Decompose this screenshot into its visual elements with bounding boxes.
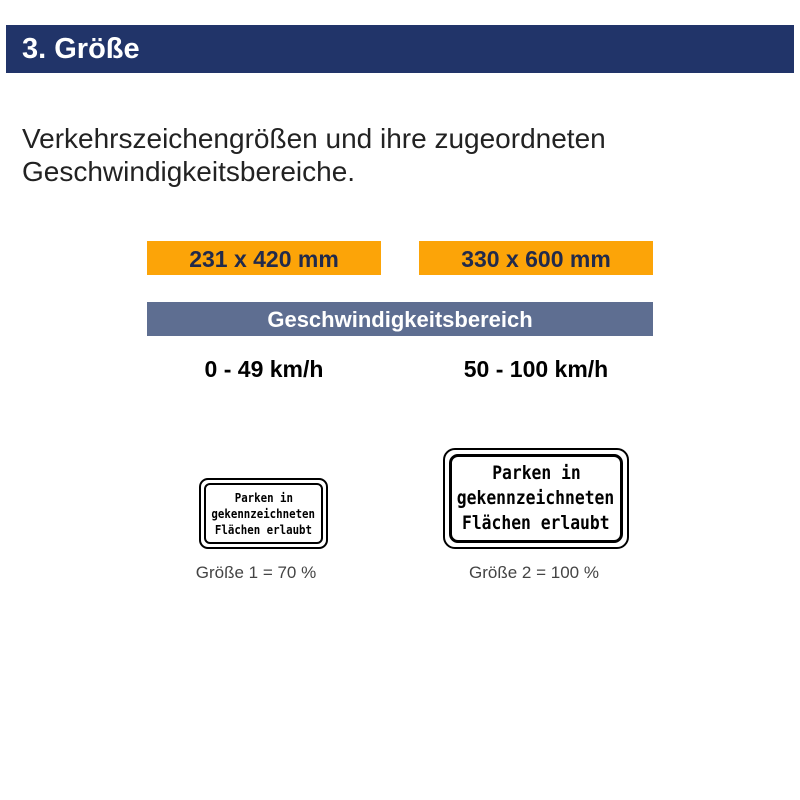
- sign-size-1-line-3: Flächen erlaubt: [214, 521, 313, 537]
- sign-size-2-line-1: Parken in: [491, 462, 581, 484]
- speed-range-size-1: 0 - 49 km/h: [204, 356, 324, 382]
- sign-size-1: [199, 478, 328, 549]
- sign-size-1-frame: [204, 483, 323, 544]
- size-2-label: 330 x 600 mm: [419, 241, 653, 275]
- caption-size-2: Größe 2 = 100 %: [469, 563, 599, 582]
- caption-size-1: Größe 1 = 70 %: [195, 563, 317, 582]
- speed-range-header: Geschwindigkeitsbereich: [147, 302, 653, 336]
- sign-size-2-line-2: gekennzeichneten: [457, 487, 615, 509]
- sign-size-1-line-2: gekennzeichneten: [211, 505, 316, 521]
- sign-size-2-frame: [449, 454, 623, 543]
- speed-range-size-2: 50 - 100 km/h: [463, 356, 609, 382]
- section-title: 3. Größe: [22, 33, 140, 65]
- sign-size-2: [443, 448, 629, 549]
- size-1-label: 231 x 420 mm: [147, 241, 381, 275]
- sign-size-2-line-3: Flächen erlaubt: [462, 512, 610, 534]
- sign-size-1-line-1: Parken in: [234, 489, 293, 505]
- section-header: [6, 25, 794, 73]
- intro-text: Verkehrszeichengrößen und ihre zugeordneten Geschwindigkeitsbereiche.: [22, 123, 606, 187]
